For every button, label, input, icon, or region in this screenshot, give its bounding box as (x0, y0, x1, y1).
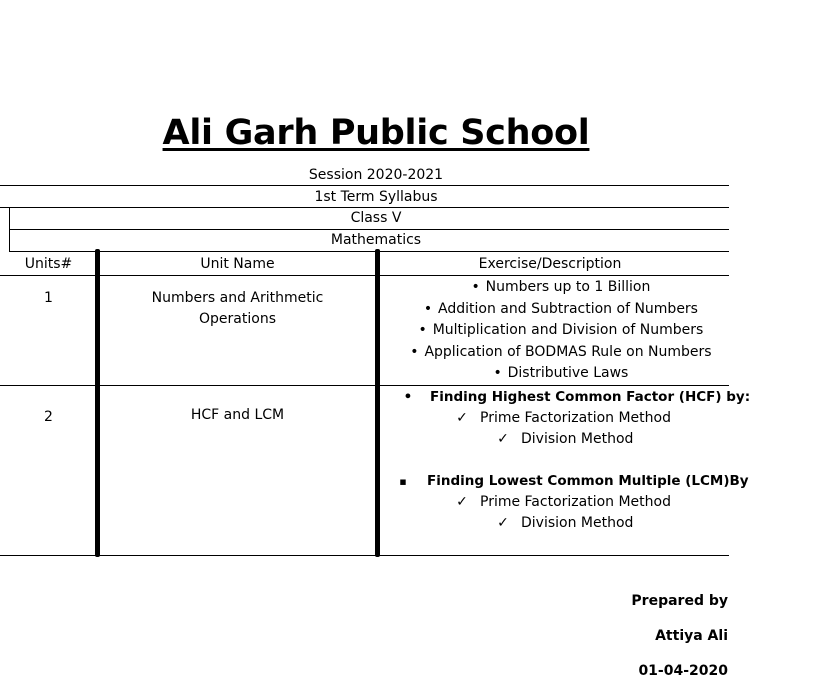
unit-number: 1 (44, 290, 53, 306)
bullet-icon: • (418, 322, 427, 338)
list-item: • Distributive Laws (380, 363, 720, 385)
list-item: ✓ Prime Factorization Method (452, 408, 671, 430)
school-title: Ali Garh Public School (162, 113, 590, 153)
list-item: • Multiplication and Division of Numbers (380, 320, 720, 342)
divider (0, 555, 729, 556)
unit-name-line: Numbers and Arithmetic (151, 290, 324, 306)
list-item: • Finding Highest Common Factor (HCF) by: (398, 387, 750, 409)
divider (0, 385, 729, 386)
bullet-icon: • (410, 343, 419, 360)
bullet-icon: • (423, 300, 433, 317)
unit-number: 2 (44, 409, 53, 425)
list-item: ✓ Division Method (493, 429, 633, 451)
session-label: Session 2020-2021 (308, 167, 444, 183)
bullet-icon: • (493, 365, 502, 381)
unit-description (380, 277, 720, 385)
divider (0, 275, 729, 276)
check-icon: ✓ (497, 515, 509, 531)
list-item: • Addition and Subtraction of Numbers (380, 299, 720, 321)
check-icon: ✓ (456, 410, 468, 426)
header-units: Units# (24, 256, 73, 272)
check-icon: ✓ (456, 494, 468, 510)
list-item: ✓ Division Method (493, 513, 633, 535)
bullet-icon: ▪ (399, 475, 407, 488)
list-item: • Numbers up to 1 Billion (380, 277, 720, 299)
date: 01-04-2020 (638, 663, 728, 679)
divider (9, 251, 729, 252)
list-item: • Application of BODMAS Rule on Numbers (380, 342, 720, 364)
term-label: 1st Term Syllabus (314, 189, 438, 205)
prepared-by-label: Prepared by (631, 593, 728, 609)
header-description: Exercise/Description (478, 256, 622, 272)
list-item: ▪ Finding Lowest Common Multiple (LCM)By (393, 471, 749, 493)
bullet-icon: • (471, 279, 480, 295)
header-unit-name: Unit Name (200, 256, 275, 272)
unit-name-line: Operations (199, 311, 276, 327)
unit-name: HCF and LCM (190, 407, 285, 423)
subject-label: Mathematics (330, 232, 422, 248)
check-icon: ✓ (497, 431, 509, 447)
class-label: Class V (350, 210, 402, 226)
list-item: ✓ Prime Factorization Method (452, 492, 671, 514)
bullet-icon: • (403, 389, 413, 405)
author-name: Attiya Ali (655, 628, 728, 644)
divider (0, 185, 729, 186)
